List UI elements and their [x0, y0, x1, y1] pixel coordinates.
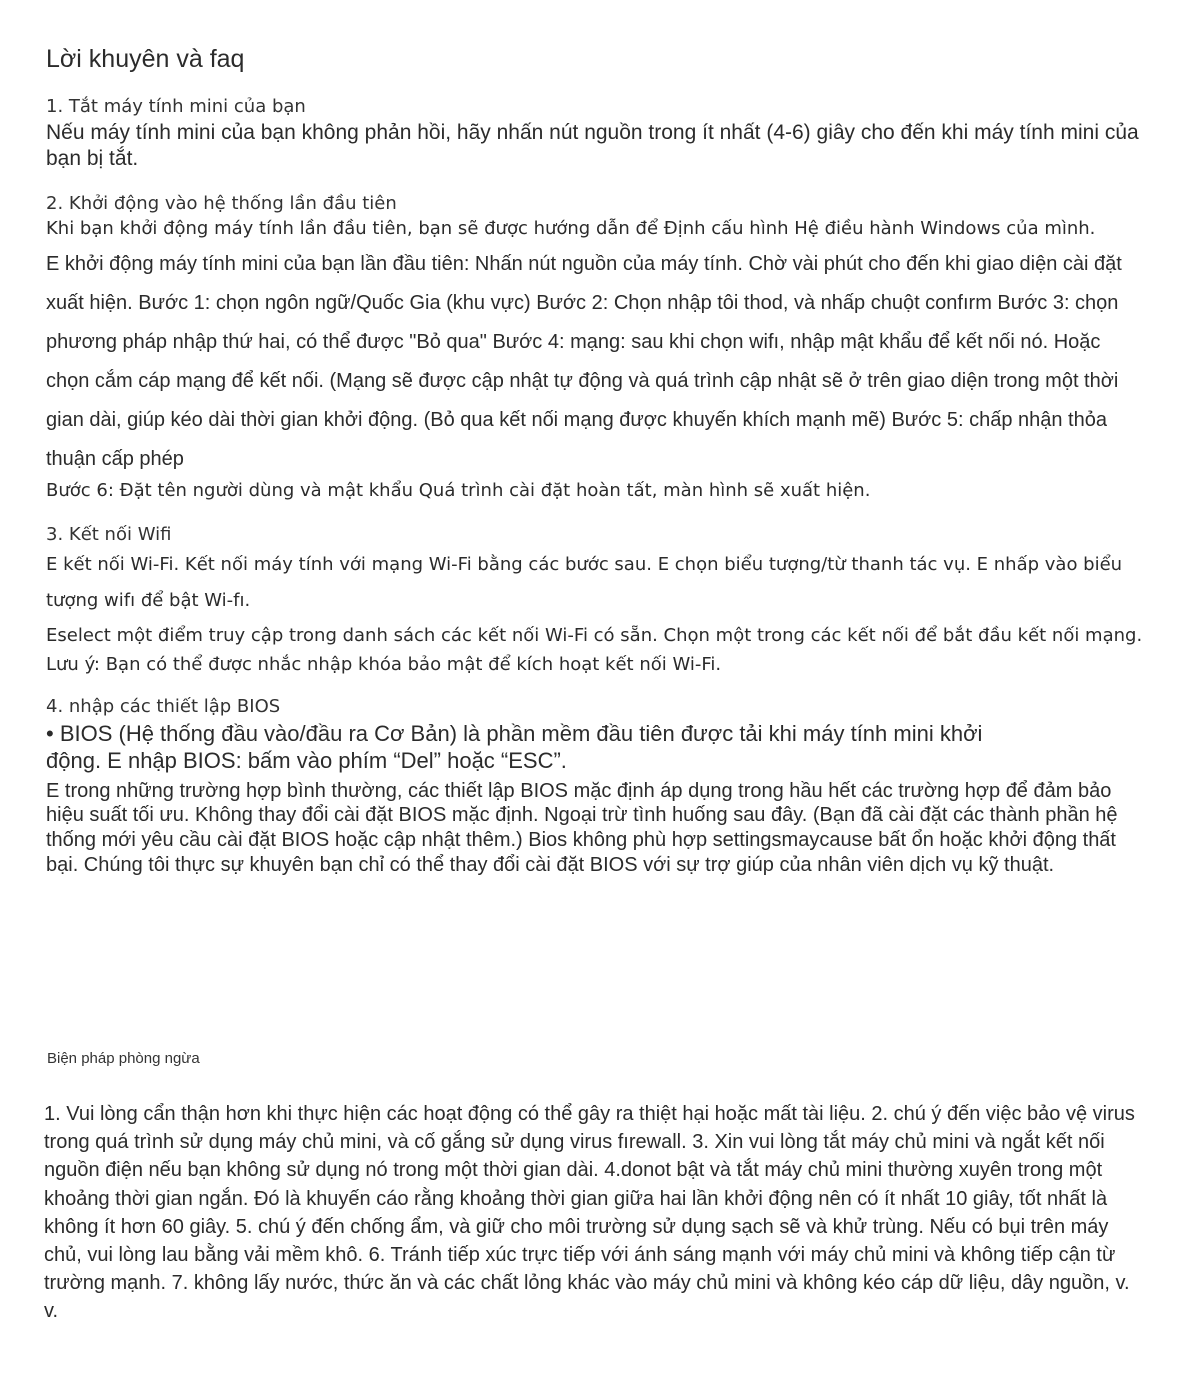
section-body: E kết nối Wi-Fi. Kết nối máy tính với mạng Wi-Fi bằng các bước sau. E chọn biểu tượng/từ thanh tác vụ. E nhấp vào biểu tượng wifı để bật Wi-fı. [46, 554, 1123, 612]
section-heading: 2. Khởi động vào hệ thống lần đầu tiên [46, 193, 397, 215]
page-title: Lời khuyên và faq [46, 45, 245, 73]
section-first-boot [46, 193, 1146, 504]
section-body: Nếu máy tính mini của bạn không phản hồi, hãy nhấn nút nguồn trong ít nhất (4-6) giây cho đến khi máy tính mini của bạn bị tắt. [46, 120, 1139, 171]
faq-document [46, 44, 1146, 898]
section-final-step: Bước 6: Đặt tên người dùng và mật khẩu Quá trình cài đặt hoàn tất, màn hình sẽ xuất hiện. [46, 480, 871, 502]
section-shutdown [46, 96, 1146, 173]
section-note: Lưu ý: Bạn có thể được nhắc nhập khóa bảo mật để kích hoạt kết nối Wi-Fi. [46, 653, 722, 675]
section-heading: 4. nhập các thiết lập BIOS [46, 696, 281, 718]
section-intro: Khi bạn khởi động máy tính lần đầu tiên, bạn sẽ được hướng dẫn để Định cấu hình Hệ điều hành Windows của mình. [46, 217, 1096, 239]
section-select: Eselect một điểm truy cập trong danh sách các kết nối Wi-Fi có sẵn. Chọn một trong các kết nối để bắt đầu kết nối mạng. [46, 625, 1143, 647]
section-wifi [46, 524, 1146, 677]
section-heading: 3. Kết nối Wifi [46, 523, 172, 545]
section-heading: 1. Tắt máy tính mini của bạn [46, 96, 306, 117]
precautions-heading: Biện pháp phòng ngừa [47, 1050, 200, 1067]
precautions-body: 1. Vui lòng cẩn thận hơn khi thực hiện các hoạt động có thể gây ra thiệt hại hoặc mất tài liệu. 2. chú ý đến việc bảo vệ virus trong quá trình sử dụng máy chủ mini, và cố gắng sử dụng virus fırewall. 3. Xin vui lòng tắt máy chủ mini và ngắt kết nối nguồn điện nếu bạn không sử dụng nó trong một thời gian dài. 4.donot bật và tắt máy chủ mini thường xuyên trong một khoảng thời gian ngắn. Đó là khuyến cáo rằng khoảng thời gian giữa hai lần khởi động nên có ít nhất 10 giây, tốt nhất là không ít hơn 60 giây. 5. chú ý đến chống ẩm, và giữ cho môi trường sử dụng sạch sẽ và khử trùng. Nếu có bụi trên máy chủ, vui lòng lau bằng vải mềm khô. 6. Tránh tiếp xúc trực tiếp với ánh sáng mạnh với máy chủ mini và không tiếp cận từ trường mạnh. 7. không lấy nước, thức ăn và các chất lỏng khác vào máy chủ mini và không kéo cáp dữ liệu, dây nguồn, v. v. [44, 1103, 1135, 1323]
section-steps: E khởi động máy tính mini của bạn lần đầu tiên: Nhấn nút nguồn của máy tính. Chờ vài phút cho đến khi giao diện cài đặt xuất hiện. Bước 1: chọn ngôn ngữ/Quốc Gia (khu vực) Bước 2: Chọn nhập tôi thod, và nhấp chuột confırm Bước 3: chọn phương pháp nhập thứ hai, có thể được "Bỏ qua" Bước 4: mạng: sau khi chọn wifı, nhập mật khẩu để kết nối nó. Hoặc chọn cắm cáp mạng để kết nối. (Mạng sẽ được cập nhật tự động và quá trình cập nhật sẽ ở trên giao diện trong một thời gian dài, giúp kéo dài thời gian khởi động. (Bỏ qua kết nối mạng được khuyến khích mạnh mẽ) Bước 5: chấp nhận thỏa thuận cấp phép [46, 253, 1122, 471]
section-body: E trong những trường hợp bình thường, các thiết lập BIOS mặc định áp dụng trong hầu hết các trường hợp để đảm bảo hiệu suất tối ưu. Không thay đổi cài đặt BIOS mặc định. Ngoại trừ tình huống sau đây. (Bạn đã cài đặt các thành phần hệ thống mới yêu cầu cài đặt BIOS hoặc cập nhật thêm.) Bios không phù hợp settingsmaycause bất ổn hoặc khởi động thất bại. Chúng tôi thực sự khuyên bạn chỉ có thể thay đổi cài đặt BIOS với sự trợ giúp của nhân viên dịch vụ kỹ thuật. [46, 779, 1118, 876]
section-bios [46, 696, 1146, 877]
section-lead: • BIOS (Hệ thống đầu vào/đầu ra Cơ Bản) là phần mềm đầu tiên được tải khi máy tính mini khởi động. E nhập BIOS: bấm vào phím “Del” hoặc “ESC”. [46, 721, 983, 774]
